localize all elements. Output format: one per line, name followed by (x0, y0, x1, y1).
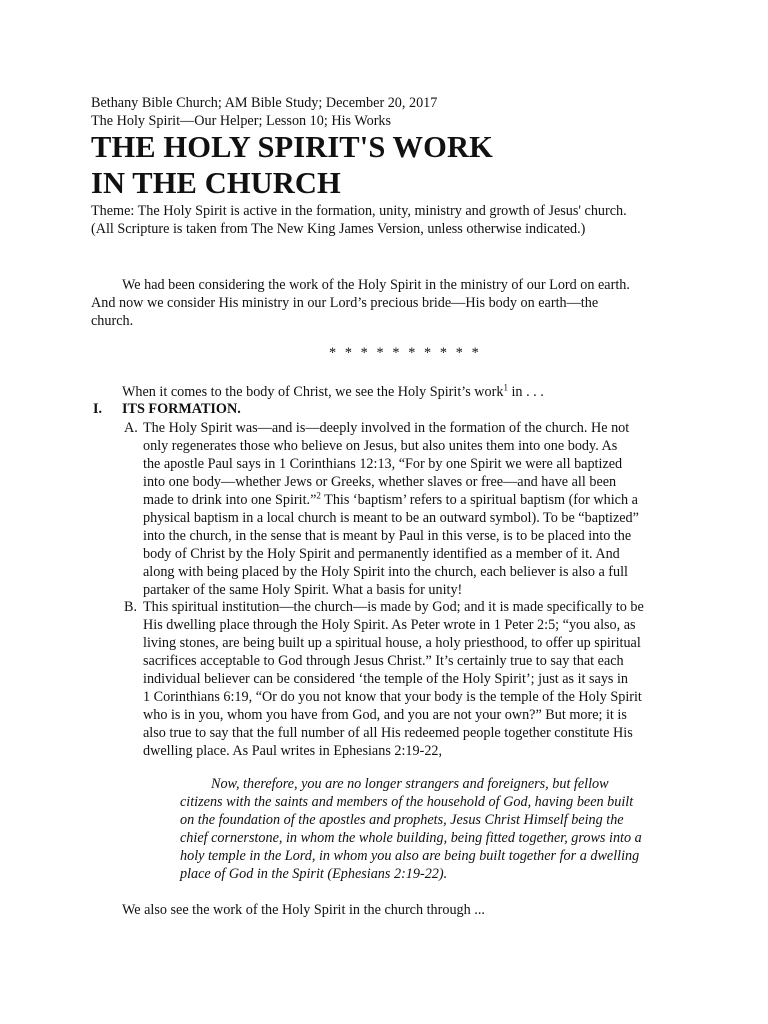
section-separator: * * * * * * * * * * (329, 345, 482, 361)
item-a-line: only regenerates those who believe on Jesus, but also unites them into one body. As (143, 438, 618, 454)
title-line-2: IN THE CHURCH (91, 166, 341, 200)
header-line-1: Bethany Bible Church; AM Bible Study; December 20, 2017 (91, 95, 438, 111)
quote-line: Now, therefore, you are no longer strangers and foreigners, but fellow (211, 776, 609, 792)
section-number: I. (93, 401, 103, 417)
item-b-text (143, 598, 683, 760)
footnote-ref-1[interactable]: 1 (503, 382, 508, 393)
item-b-line: sacrifices acceptable to God through Jesus Christ.” It’s certainly true to say that each (143, 653, 624, 669)
item-a-line: into one body—whether Jews or Greeks, whether slaves or free—and have all been (143, 474, 617, 490)
item-a-line: This ‘baptism’ refers to a spiritual baptism (for which a (320, 492, 638, 508)
lead-in-text: When it comes to the body of Christ, we see the Holy Spirit’s work (122, 384, 504, 400)
intro-line: church. (91, 313, 134, 329)
quote-line: citizens with the saints and members of the household of God, having been built (180, 794, 634, 810)
item-b-letter: B. (124, 599, 138, 615)
item-a-line: partaker of the same Holy Spirit. What a basis for unity! (143, 582, 463, 598)
item-b-line: living stones, are being built up a spiritual house, a holy priesthood, to offer up spiritual (143, 635, 641, 651)
theme-line: Theme: The Holy Spirit is active in the formation, unity, ministry and growth of Jesus' church. (91, 203, 627, 219)
lead-in-paragraph (91, 383, 651, 401)
item-a-letter: A. (124, 420, 138, 436)
item-a-line: made to drink into one Spirit.” (143, 492, 317, 508)
title-line-1: THE HOLY SPIRIT'S WORK (91, 130, 493, 164)
lead-in-ellipsis: in . . . (507, 384, 544, 400)
item-a-line: The Holy Spirit was—and is—deeply involved in the formation of the church. He not (143, 420, 630, 436)
item-b-line: individual believer can be considered ‘the temple of the Holy Spirit’; just as it says in (143, 671, 629, 687)
item-a-line: along with being placed by the Holy Spirit into the church, each believer is also a full (143, 564, 629, 580)
item-b-line: also true to say that the full number of all His redeemed people together constitute His (143, 725, 633, 741)
item-a-line: body of Christ by the Holy Spirit and permanently identified as a member of it. And (143, 546, 620, 562)
block-quote (180, 775, 680, 883)
item-a-text (143, 419, 683, 599)
item-a-line: the apostle Paul says in 1 Corinthians 12:13, “For by one Spirit we were all baptized (143, 456, 623, 472)
section-heading: ITS FORMATION. (122, 401, 241, 417)
closing-paragraph (91, 901, 651, 919)
intro-line: And now we consider His ministry in our Lord’s precious bride—His body on earth—the (91, 295, 599, 311)
item-a-line: physical baptism in a local church is meant to be an outward symbol). To be “baptized” (143, 510, 639, 526)
quote-line: on the foundation of the apostles and prophets, Jesus Christ Himself being the (180, 812, 624, 828)
intro-paragraph (91, 276, 651, 330)
scripture-note: (All Scripture is taken from The New King James Version, unless otherwise indicated.) (91, 221, 586, 237)
closing-line: We also see the work of the Holy Spirit in the church through ... (122, 902, 485, 918)
item-b-line: His dwelling place through the Holy Spirit. As Peter wrote in 1 Peter 2:5; “you also, as (143, 617, 636, 633)
header-line-2: The Holy Spirit—Our Helper; Lesson 10; His Works (91, 113, 392, 129)
item-b-line: 1 Corinthians 6:19, “Or do you not know that your body is the temple of the Holy Spirit (143, 689, 642, 705)
item-b-line: This spiritual institution—the church—is made by God; and it is made specifically to be (143, 599, 644, 615)
item-b-line: dwelling place. As Paul writes in Ephesians 2:19-22, (143, 743, 443, 759)
intro-line: We had been considering the work of the Holy Spirit in the ministry of our Lord on earth. (122, 277, 630, 293)
quote-line: holy temple in the Lord, in whom you also are being built together for a dwelling (180, 848, 640, 864)
item-b-line: who is in you, whom you have from God, and you are not your own?” But more; it is (143, 707, 627, 723)
quote-line: place of God in the Spirit (Ephesians 2:19-22). (180, 866, 448, 882)
item-a-line: into the church, in the sense that is meant by Paul in this verse, is to be placed into the (143, 528, 632, 544)
footnote-ref-2[interactable]: 2 (316, 490, 321, 501)
quote-line: chief cornerstone, in whom the whole building, being fitted together, grows into a (180, 830, 642, 846)
